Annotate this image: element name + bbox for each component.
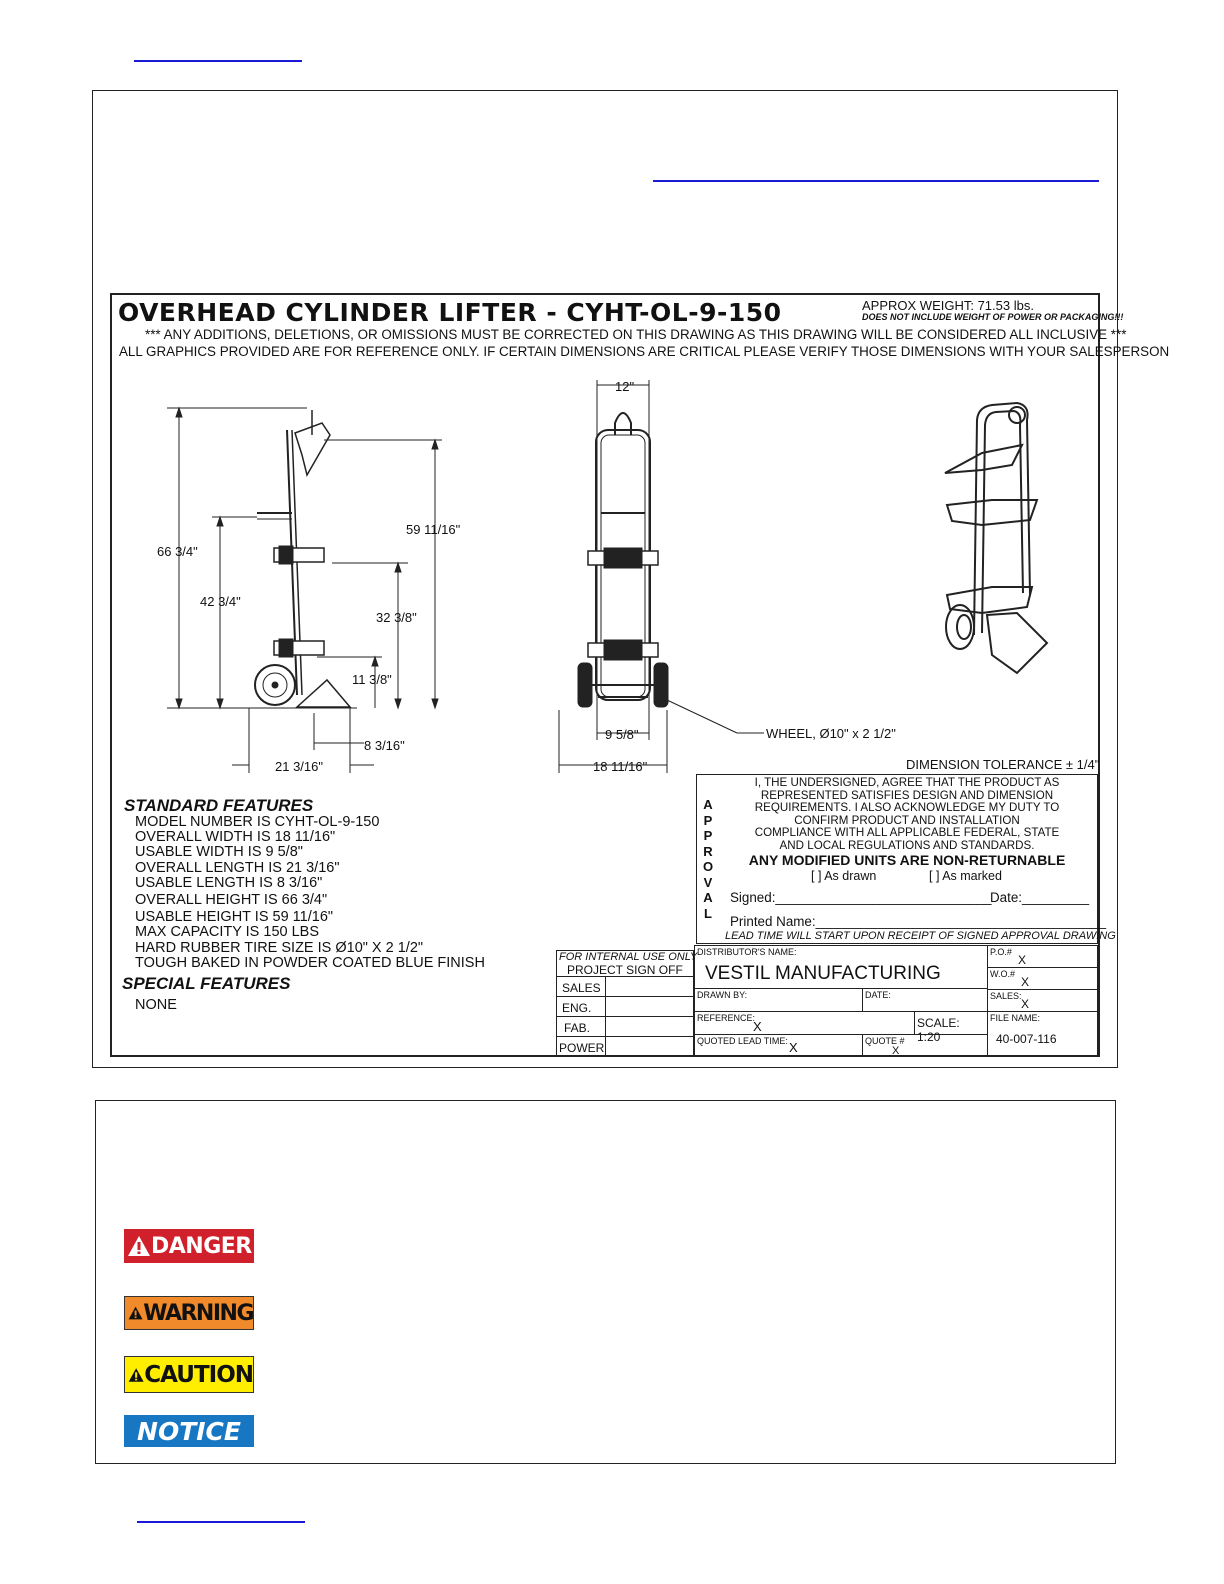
quoted-lead-cell: QUOTED LEAD TIME: X bbox=[694, 1034, 863, 1057]
top-link[interactable] bbox=[134, 60, 302, 62]
dim-32: 32 3/8" bbox=[376, 610, 417, 625]
feature-item: USABLE WIDTH IS 9 5/8" bbox=[135, 844, 303, 861]
signal-words-section bbox=[95, 1100, 1116, 1464]
sales-cell: SALES: X bbox=[987, 989, 1098, 1012]
dim-66: 66 3/4" bbox=[157, 544, 198, 559]
distributor-cell: DISTRIBUTOR'S NAME: VESTIL MANUFACTURING bbox=[694, 945, 988, 989]
feature-item: TOUGH BAKED IN POWDER COATED BLUE FINISH bbox=[135, 954, 485, 971]
dim-18: 18 11/16" bbox=[593, 759, 648, 774]
feature-item: OVERALL LENGTH IS 21 3/16" bbox=[135, 859, 340, 876]
section-link[interactable] bbox=[653, 180, 1099, 182]
feature-item: USABLE HEIGHT IS 59 11/16" bbox=[135, 909, 334, 926]
dim-11: 11 3/8" bbox=[352, 672, 392, 687]
internal-row: ENG. bbox=[556, 996, 606, 1017]
po-cell: P.O.# X bbox=[987, 945, 1098, 968]
notice-line-1: *** ANY ADDITIONS, DELETIONS, OR OMISSIONS MUST BE CORRECTED ON THIS DRAWING AS THIS DRAWING WILL BE CONSIDERED ALL INCLUSIVE *** bbox=[145, 327, 1127, 342]
dim-12: 12" bbox=[615, 379, 635, 394]
caution-label: CAUTION bbox=[124, 1356, 254, 1393]
feature-item: OVERALL WIDTH IS 18 11/16" bbox=[135, 829, 336, 846]
internal-use-header: FOR INTERNAL USE ONLY PROJECT SIGN OFF bbox=[556, 950, 694, 977]
file-name-cell: FILE NAME: 40-007-116 bbox=[987, 1011, 1098, 1057]
drawing-title: OVERHEAD CYLINDER LIFTER - CYHT-OL-9-150 bbox=[118, 298, 782, 327]
distributor-name: VESTIL MANUFACTURING bbox=[705, 963, 941, 984]
reference-cell: REFERENCE: X bbox=[694, 1011, 915, 1035]
alert-triangle-icon bbox=[128, 1302, 143, 1324]
internal-row: SALES bbox=[556, 976, 606, 997]
feature-item: OVERALL HEIGHT IS 66 3/4" bbox=[135, 892, 328, 909]
alert-triangle-icon bbox=[127, 1235, 151, 1257]
signed-field[interactable]: Signed:_____________________________ bbox=[730, 890, 992, 905]
approval-side-label: A P P R O V A L bbox=[702, 797, 714, 921]
approval-box bbox=[696, 774, 1116, 944]
warning-label: WARNING bbox=[124, 1296, 254, 1330]
weight-note: DOES NOT INCLUDE WEIGHT OF POWER OR PACKAGING!!! bbox=[862, 312, 1124, 322]
special-feature-item: NONE bbox=[135, 997, 177, 1013]
internal-cell[interactable] bbox=[605, 996, 694, 1017]
wo-cell: W.O.# X bbox=[987, 967, 1098, 990]
dim-9: 9 5/8" bbox=[605, 727, 639, 742]
as-drawn-checkbox[interactable]: [ ] As drawn bbox=[811, 869, 877, 883]
special-features-heading: SPECIAL FEATURES bbox=[122, 974, 291, 993]
internal-row: POWER bbox=[556, 1036, 606, 1057]
notice-label: NOTICE bbox=[124, 1415, 254, 1447]
date-cell: DATE: bbox=[862, 988, 988, 1012]
quote-cell: QUOTE # X bbox=[862, 1034, 988, 1057]
tolerance: DIMENSION TOLERANCE ± 1/4" bbox=[906, 757, 1100, 772]
standard-features-heading: STANDARD FEATURES bbox=[124, 796, 314, 815]
dim-21: 21 3/16" bbox=[275, 759, 323, 774]
as-marked-checkbox[interactable]: [ ] As marked bbox=[929, 869, 1002, 883]
feature-item: USABLE LENGTH IS 8 3/16" bbox=[135, 874, 323, 891]
date-field[interactable]: Date:_________ bbox=[990, 890, 1090, 905]
bottom-link[interactable] bbox=[137, 1521, 305, 1523]
lead-time-note: LEAD TIME WILL START UPON RECEIPT OF SIGNED APPROVAL DRAWING bbox=[725, 930, 1116, 942]
danger-label: DANGER bbox=[124, 1229, 254, 1263]
scale-cell: SCALE: 1:20 bbox=[914, 1011, 988, 1035]
feature-item: HARD RUBBER TIRE SIZE IS Ø10" X 2 1/2" bbox=[135, 939, 424, 956]
approx-weight: APPROX WEIGHT: 71.53 lbs. bbox=[862, 298, 1034, 313]
printed-name-field[interactable]: Printed Name:_______________________________________ bbox=[730, 914, 1107, 929]
dim-8: 8 3/16" bbox=[364, 738, 405, 753]
drawn-by-cell: DRAWN BY: bbox=[694, 988, 863, 1012]
internal-row: FAB. bbox=[556, 1016, 606, 1037]
dim-42: 42 3/4" bbox=[200, 594, 241, 609]
notice-line-2: ALL GRAPHICS PROVIDED ARE FOR REFERENCE ONLY. IF CERTAIN DIMENSIONS ARE CRITICAL PLEASE VERIFY THOSE DIMENSIONS WITH YOUR SALESPERSON bbox=[119, 344, 1170, 359]
internal-cell[interactable] bbox=[605, 976, 694, 997]
approval-statement: I, THE UNDERSIGNED, AGREE THAT THE PRODUCT AS REPRESENTED SATISFIES DESIGN AND DIMENSION REQUIREMENTS. I ALSO ACKNOWLEDGE MY DUTY TO CONFIRM PRODUCT AND INSTALLATION COMPLIANCE WITH ALL APPLICABLE FEDERAL, STATE AND LOCAL REGULATIONS AND STANDARDS. bbox=[754, 776, 1060, 852]
feature-item: MAX CAPACITY IS 150 LBS bbox=[135, 924, 320, 941]
internal-cell[interactable] bbox=[605, 1036, 694, 1057]
drawing-sheet bbox=[110, 293, 1170, 1057]
dim-59: 59 11/16" bbox=[406, 522, 461, 537]
non-returnable-notice: ANY MODIFIED UNITS ARE NON-RETURNABLE bbox=[748, 852, 1066, 868]
internal-cell[interactable] bbox=[605, 1016, 694, 1037]
standard-features-list bbox=[135, 815, 485, 971]
alert-triangle-icon bbox=[128, 1364, 144, 1386]
feature-item: MODEL NUMBER IS CYHT-OL-9-150 bbox=[135, 814, 380, 830]
wheel-callout: WHEEL, Ø10" x 2 1/2" bbox=[766, 726, 896, 741]
